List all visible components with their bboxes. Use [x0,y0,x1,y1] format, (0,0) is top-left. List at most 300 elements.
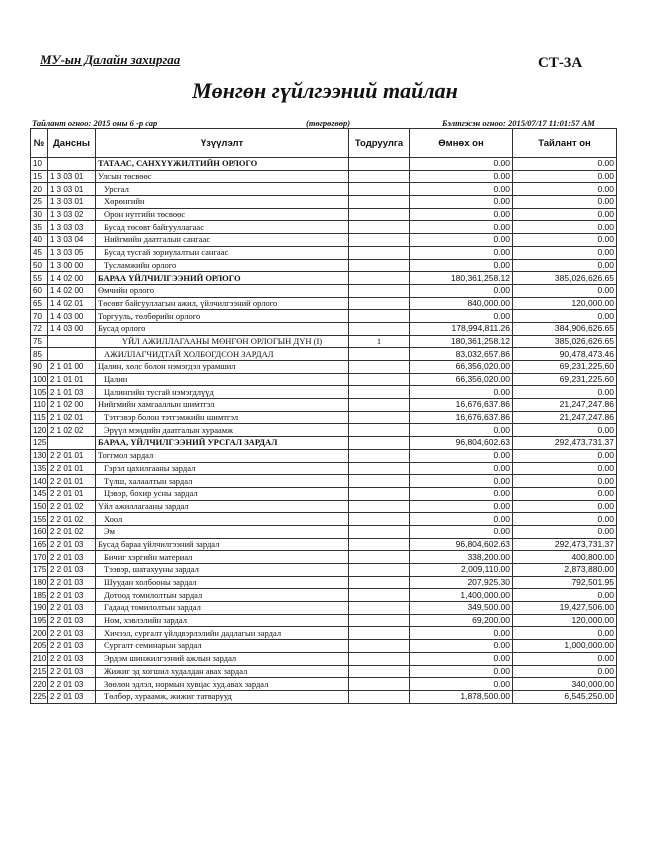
note-ref [349,665,410,678]
note-ref [349,589,410,602]
note-ref [349,399,410,412]
row-number: 225 [31,690,48,703]
account-code [48,158,96,171]
row-number: 170 [31,551,48,564]
prev-year-value: 840,000.00 [410,297,513,310]
account-code: 2 2 01 01 [48,487,96,500]
table-row [31,640,617,653]
account-code: 1 3 03 01 [48,170,96,183]
table-row [31,437,617,450]
table-row [31,614,617,627]
indicator-label: Нийгмийн хамгааллын шимтгэл [96,399,349,412]
row-number: 55 [31,272,48,285]
note-ref [349,640,410,653]
note-ref [349,564,410,577]
created-date: Бэлтгэсэн огноо: 2015/07/17 11:01:57 AM [442,118,595,128]
table-row [31,322,617,335]
current-year-value: 2,873,880.00 [513,564,617,577]
account-code: 2 1 01 03 [48,386,96,399]
note-ref [349,234,410,247]
account-code: 2 2 01 03 [48,576,96,589]
row-number: 195 [31,614,48,627]
note-ref [349,386,410,399]
table-row [31,183,617,196]
indicator-label: ТАТААС, САНХҮҮЖИЛТИЙН ОРЛОГО [96,158,349,171]
prev-year-value: 0.00 [410,221,513,234]
currency-unit: (төгрөгөөр) [306,118,351,128]
indicator-label: Хоол [96,513,349,526]
indicator-label: Хөрөнгийн [96,196,349,209]
note-ref [349,246,410,259]
row-number: 220 [31,678,48,691]
row-number: 70 [31,310,48,323]
prev-year-value: 96,804,602.63 [410,538,513,551]
prev-year-value: 16,676,637.86 [410,399,513,412]
col-indicator-header: Үзүүлэлт [96,129,349,158]
indicator-label: Эм [96,525,349,538]
table-row [31,297,617,310]
prev-year-value: 180,361,258.12 [410,272,513,285]
note-ref [349,170,410,183]
prev-year-value: 0.00 [410,500,513,513]
account-code: 2 2 01 03 [48,652,96,665]
account-code: 1 4 02 00 [48,272,96,285]
prev-year-value: 0.00 [410,640,513,653]
indicator-label: Цалингийн тусгай нэмэгдлүүд [96,386,349,399]
current-year-value: 385,026,626.65 [513,272,617,285]
indicator-label: Хичээл, сургалт үйлдвэрлэлийн дадлагын зардал [96,627,349,640]
note-ref [349,373,410,386]
current-year-value: 0.00 [513,259,617,272]
table-row [31,627,617,640]
current-year-value: 0.00 [513,284,617,297]
row-number: 15 [31,170,48,183]
account-code: 2 2 01 01 [48,449,96,462]
indicator-label: Эрүүл мэндийн даатгалын хураамж [96,424,349,437]
prev-year-value: 0.00 [410,525,513,538]
account-code: 1 3 03 05 [48,246,96,259]
table-row [31,513,617,526]
account-code: 1 3 03 04 [48,234,96,247]
account-code: 2 2 01 03 [48,551,96,564]
prev-year-value: 0.00 [410,487,513,500]
table-row [31,690,617,703]
current-year-value: 0.00 [513,525,617,538]
row-number: 115 [31,411,48,424]
row-number: 72 [31,322,48,335]
row-number: 10 [31,158,48,171]
note-ref [349,576,410,589]
note-ref [349,272,410,285]
note-ref [349,551,410,564]
note-ref [349,525,410,538]
row-number: 185 [31,589,48,602]
report-period: Тайлант огноо: 2015 оны 6 -р сар [32,118,158,128]
row-number: 85 [31,348,48,361]
note-ref [349,411,410,424]
prev-year-value: 0.00 [410,310,513,323]
table-row [31,310,617,323]
prev-year-value: 0.00 [410,196,513,209]
current-year-value: 69,231,225.60 [513,373,617,386]
indicator-label: Төлбөр, хураамж, жижиг татварууд [96,690,349,703]
row-number: 140 [31,475,48,488]
row-number: 20 [31,183,48,196]
row-number: 30 [31,208,48,221]
indicator-label: Бусад төсөвт байгууллагаас [96,221,349,234]
cash-flow-table [30,128,617,704]
note-ref [349,487,410,500]
prev-year-value: 0.00 [410,234,513,247]
note-ref [349,208,410,221]
note-ref [349,462,410,475]
indicator-label: БАРАА, ҮЙЛЧИЛГЭЭНИЙ УРСГАЛ ЗАРДАЛ [96,437,349,450]
account-code: 2 2 01 03 [48,538,96,551]
table-row [31,246,617,259]
account-code: 2 2 01 02 [48,525,96,538]
table-row [31,158,617,171]
table-row [31,487,617,500]
row-number: 205 [31,640,48,653]
current-year-value: 90,478,473.46 [513,348,617,361]
note-ref: 1 [349,335,410,348]
row-number: 175 [31,564,48,577]
account-code: 1 4 03 00 [48,310,96,323]
table-row [31,449,617,462]
prev-year-value: 0.00 [410,183,513,196]
row-number: 165 [31,538,48,551]
prev-year-value: 0.00 [410,475,513,488]
current-year-value: 21,247,247.86 [513,399,617,412]
note-ref [349,614,410,627]
account-code: 1 3 03 01 [48,196,96,209]
current-year-value: 0.00 [513,462,617,475]
row-number: 120 [31,424,48,437]
account-code: 2 1 02 02 [48,424,96,437]
note-ref [349,221,410,234]
table-row [31,462,617,475]
indicator-label: Гадаад томилолтын зардал [96,602,349,615]
row-number: 90 [31,361,48,374]
note-ref [349,652,410,665]
table-row [31,602,617,615]
note-ref [349,310,410,323]
indicator-label: Бусад бараа үйлчилгээний зардал [96,538,349,551]
current-year-value: 120,000.00 [513,297,617,310]
account-code: 2 2 01 03 [48,589,96,602]
indicator-label: Бусад орлого [96,322,349,335]
indicator-label: Цэвэр, бохир усны зардал [96,487,349,500]
indicator-label: Дотоод томилолтын зардал [96,589,349,602]
row-number: 215 [31,665,48,678]
prev-year-value: 0.00 [410,284,513,297]
table-row [31,373,617,386]
prev-year-value: 0.00 [410,678,513,691]
row-number: 50 [31,259,48,272]
indicator-label: Улсын төсвөөс [96,170,349,183]
note-ref [349,322,410,335]
current-year-value: 0.00 [513,158,617,171]
prev-year-value: 69,200.00 [410,614,513,627]
prev-year-value: 0.00 [410,665,513,678]
current-year-value: 792,501.95 [513,576,617,589]
row-number: 75 [31,335,48,348]
indicator-label: ҮЙЛ АЖИЛЛАГААНЫ МӨНГӨН ОРЛОГЫН ДҮН (I) [96,335,349,348]
prev-year-value: 0.00 [410,208,513,221]
table-row [31,272,617,285]
row-number: 160 [31,525,48,538]
col-no-header: № [31,129,48,158]
table-row [31,589,617,602]
table-row [31,665,617,678]
note-ref [349,361,410,374]
row-number: 40 [31,234,48,247]
note-ref [349,183,410,196]
current-year-value: 0.00 [513,589,617,602]
current-year-value: 6,545,250.00 [513,690,617,703]
indicator-label: Гэрэл цахилгааны зардал [96,462,349,475]
table-header-row [31,129,617,158]
account-code: 2 2 01 03 [48,690,96,703]
account-code: 2 2 01 03 [48,602,96,615]
prev-year-value: 0.00 [410,424,513,437]
table-row [31,576,617,589]
note-ref [349,627,410,640]
prev-year-value: 83,032,657.86 [410,348,513,361]
note-ref [349,437,410,450]
account-code: 2 1 01 00 [48,361,96,374]
indicator-label: Зөөлөн эдлэл, нормын хувцас худ.авах зардал [96,678,349,691]
row-number: 155 [31,513,48,526]
row-number: 135 [31,462,48,475]
note-ref [349,424,410,437]
indicator-label: Бичиг хэргийн материал [96,551,349,564]
current-year-value: 0.00 [513,386,617,399]
account-code: 1 3 03 01 [48,183,96,196]
indicator-label: Цалин, хөлс болон нэмэгдэл урамшил [96,361,349,374]
prev-year-value: 207,925.30 [410,576,513,589]
prev-year-value: 0.00 [410,627,513,640]
table-row [31,399,617,412]
prev-year-value: 16,676,637.86 [410,411,513,424]
table-row [31,678,617,691]
row-number: 60 [31,284,48,297]
organization-name: МУ-ын Далайн захиргаа [40,52,181,67]
account-code: 1 3 03 03 [48,221,96,234]
indicator-label: Нийгмийн даатгалын сангаас [96,234,349,247]
current-year-value: 21,247,247.86 [513,411,617,424]
indicator-label: Торгууль, төлбөрийн орлого [96,310,349,323]
note-ref [349,348,410,361]
account-code: 1 4 02 01 [48,297,96,310]
indicator-label: Төсөвт байгууллагын ажил, үйлчилгээний орлого [96,297,349,310]
current-year-value: 0.00 [513,208,617,221]
current-year-value: 0.00 [513,234,617,247]
row-number: 200 [31,627,48,640]
table-row [31,564,617,577]
indicator-label: Эрдэм шинжилгээний ажлын зардал [96,652,349,665]
prev-year-value: 96,804,602.63 [410,437,513,450]
prev-year-value: 1,878,500.00 [410,690,513,703]
account-code: 2 2 01 01 [48,462,96,475]
row-number: 25 [31,196,48,209]
col-current-year-header: Тайлант он [513,129,617,158]
current-year-value: 0.00 [513,475,617,488]
note-ref [349,297,410,310]
account-code: 2 2 01 03 [48,564,96,577]
note-ref [349,158,410,171]
row-number: 100 [31,373,48,386]
row-number: 210 [31,652,48,665]
table-row [31,386,617,399]
prev-year-value: 0.00 [410,513,513,526]
prev-year-value: 66,356,020.00 [410,373,513,386]
prev-year-value: 0.00 [410,652,513,665]
current-year-value: 0.00 [513,170,617,183]
row-number: 190 [31,602,48,615]
indicator-label: Түлш, халаалтын зардал [96,475,349,488]
note-ref [349,500,410,513]
current-year-value: 340,000.00 [513,678,617,691]
account-code: 2 2 01 01 [48,475,96,488]
note-ref [349,602,410,615]
note-ref [349,284,410,297]
note-ref [349,449,410,462]
prev-year-value: 0.00 [410,386,513,399]
prev-year-value: 180,361,258.12 [410,335,513,348]
indicator-label: Жижиг эд хогшил худалдан авах зардал [96,665,349,678]
current-year-value: 0.00 [513,513,617,526]
table-row [31,259,617,272]
row-number: 125 [31,437,48,450]
prev-year-value: 66,356,020.00 [410,361,513,374]
table-row [31,551,617,564]
prev-year-value: 0.00 [410,259,513,272]
note-ref [349,475,410,488]
table-row [31,525,617,538]
indicator-label: Тээвэр, шатахууны зардал [96,564,349,577]
indicator-label: Урсгал [96,183,349,196]
current-year-value: 0.00 [513,652,617,665]
row-number: 150 [31,500,48,513]
account-code: 2 1 01 01 [48,373,96,386]
table-row [31,500,617,513]
current-year-value: 292,473,731.37 [513,538,617,551]
prev-year-value: 349,500.00 [410,602,513,615]
table-row [31,411,617,424]
current-year-value: 292,473,731.37 [513,437,617,450]
prev-year-value: 338,200.00 [410,551,513,564]
note-ref [349,678,410,691]
account-code: 2 2 01 03 [48,627,96,640]
row-number: 130 [31,449,48,462]
table-row [31,196,617,209]
note-ref [349,690,410,703]
indicator-label: Тоггмол зардал [96,449,349,462]
row-number: 45 [31,246,48,259]
row-number: 65 [31,297,48,310]
note-ref [349,259,410,272]
account-code: 2 1 02 01 [48,411,96,424]
account-code: 2 1 02 00 [48,399,96,412]
table-body [31,158,617,704]
table-row [31,284,617,297]
col-account-header: Дансны [48,129,96,158]
account-code: 1 3 00 00 [48,259,96,272]
indicator-label: Ном, хэвлэлийн зардал [96,614,349,627]
prev-year-value: 2,009,110.00 [410,564,513,577]
prev-year-value: 1,400,000.00 [410,589,513,602]
indicator-label: Тэтгэвэр болон тэтгэмжийн шимтгэл [96,411,349,424]
current-year-value: 19,427,506.00 [513,602,617,615]
account-code [48,348,96,361]
indicator-label: Тусламжийн орлого [96,259,349,272]
current-year-value: 0.00 [513,500,617,513]
prev-year-value: 0.00 [410,246,513,259]
form-code: СТ-3А [538,55,583,71]
indicator-label: АЖИЛЛАГЧИДТАЙ ХОЛБОГДСОН ЗАРДАЛ [96,348,349,361]
row-number: 110 [31,399,48,412]
current-year-value: 400,800.00 [513,551,617,564]
indicator-label: Орон нутгийн төсвөөс [96,208,349,221]
row-number: 180 [31,576,48,589]
note-ref [349,538,410,551]
account-code: 2 2 01 03 [48,640,96,653]
indicator-label: Өмчийн орлого [96,284,349,297]
table-row [31,538,617,551]
current-year-value: 120,000.00 [513,614,617,627]
current-year-value: 0.00 [513,196,617,209]
prev-year-value: 0.00 [410,158,513,171]
current-year-value: 0.00 [513,487,617,500]
table-row [31,475,617,488]
report-title: Мөнгөн гүйлгээний тайлан [192,78,458,103]
table-row [31,234,617,247]
account-code [48,437,96,450]
account-code: 2 2 01 03 [48,678,96,691]
table-row [31,348,617,361]
current-year-value: 385,026,626.65 [513,335,617,348]
table-row [31,170,617,183]
current-year-value: 0.00 [513,449,617,462]
note-ref [349,196,410,209]
table-row [31,221,617,234]
current-year-value: 0.00 [513,183,617,196]
account-code: 1 4 02 00 [48,284,96,297]
current-year-value: 69,231,225.60 [513,361,617,374]
current-year-value: 0.00 [513,246,617,259]
prev-year-value: 0.00 [410,462,513,475]
account-code: 2 2 01 03 [48,665,96,678]
prev-year-value: 178,994,811.26 [410,322,513,335]
indicator-label: Шуудан холбооны зардал [96,576,349,589]
row-number: 105 [31,386,48,399]
note-ref [349,513,410,526]
indicator-label: Бусад тусгай зориулалтын сангаас [96,246,349,259]
col-prev-year-header: Өмнөх он [410,129,513,158]
account-code: 2 2 01 02 [48,500,96,513]
current-year-value: 0.00 [513,627,617,640]
current-year-value: 384,906,626.65 [513,322,617,335]
table-row [31,361,617,374]
row-number: 35 [31,221,48,234]
indicator-label: БАРАА ҮЙЛЧИЛГЭЭНИЙ ОРЛОГО [96,272,349,285]
account-code: 2 2 01 03 [48,614,96,627]
current-year-value: 0.00 [513,310,617,323]
account-code: 2 2 01 02 [48,513,96,526]
row-number: 145 [31,487,48,500]
table-row [31,652,617,665]
